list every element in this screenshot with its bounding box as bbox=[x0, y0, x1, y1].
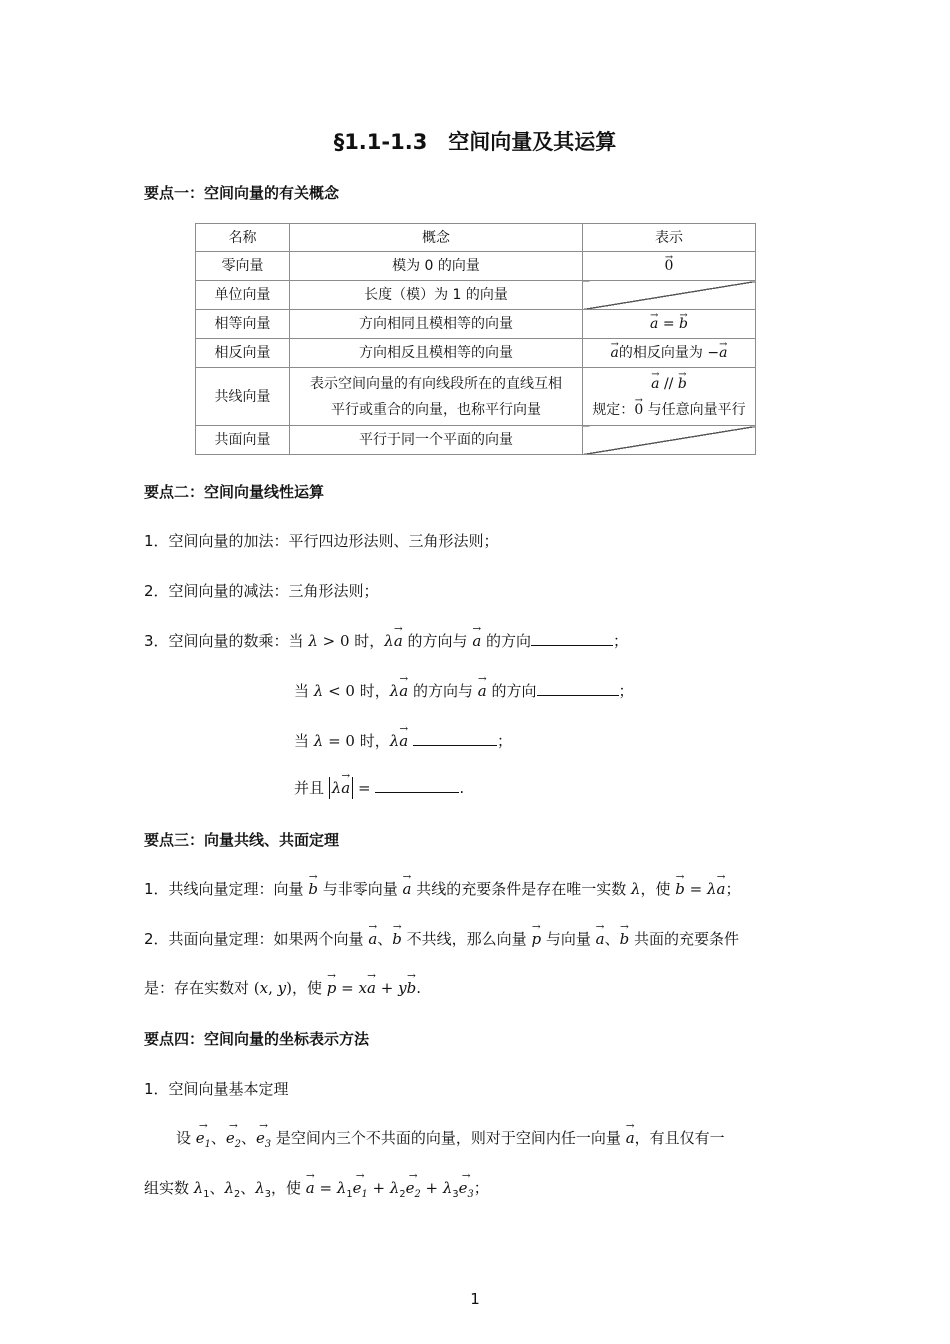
basis-theorem-title: 1．空间向量基本定理 bbox=[144, 1080, 289, 1098]
equal-vector-formula: → a = → b bbox=[650, 316, 688, 332]
row-concept bbox=[290, 368, 583, 426]
header-name: 名称 bbox=[196, 224, 290, 252]
page-title: §1.1-1.3 空间向量及其运算 bbox=[333, 130, 617, 154]
collinear-rule: 规定：→ 0 与任意向量平行 bbox=[583, 397, 755, 423]
row-name: 共线向量 bbox=[196, 368, 290, 426]
section-heading-4: 要点四：空间向量的坐标表示方法 bbox=[144, 1030, 370, 1048]
header-repr: 表示 bbox=[583, 224, 756, 252]
row-concept: 方向相同且模相等的向量 bbox=[290, 310, 583, 339]
row-name: 零向量 bbox=[196, 252, 290, 281]
row-repr bbox=[583, 368, 756, 426]
concept-line: 表示空间向量的有向线段所在的直线互相 bbox=[310, 375, 562, 392]
row-repr bbox=[583, 339, 756, 368]
row-concept: 模为 0 的向量 bbox=[290, 252, 583, 281]
header-concept: 概念 bbox=[290, 224, 583, 252]
addition-rule: 1．空间向量的加法：平行四边形法则、三角形法则； bbox=[144, 532, 499, 550]
basis-theorem-line2: 组实数 $\lambda_1$、$\lambda_2$、$\lambda_3$，使 → $a = \lambda_1\to e_1 + \lambda_2\to e_2 + \lambda_3\to e_3$； bbox=[144, 1177, 489, 1200]
table-header-row bbox=[196, 224, 756, 252]
coplanar-theorem-line2: 是：存在实数对 (x, y)，使 → p = x→ a + y→ b. bbox=[144, 977, 421, 998]
row-name: 单位向量 bbox=[196, 281, 290, 310]
scalar-case-zero: 当 λ = 0 时，λ→ a ； bbox=[294, 730, 512, 751]
row-repr bbox=[583, 310, 756, 339]
scalar-magnitude: 并且 λ→ a = . bbox=[294, 777, 464, 798]
row-name: 相反向量 bbox=[196, 339, 290, 368]
table-row bbox=[196, 281, 756, 310]
coplanar-theorem-line1: 2．共面向量定理：如果两个向量 → a、→ b 不共线，那么向量 → p 与向量 → a、→ b 共面的充要条件 bbox=[144, 928, 739, 949]
opposite-vector-formula: → a的相反向量为 −→ a bbox=[611, 345, 728, 361]
section-heading-3: 要点三：向量共线、共面定理 bbox=[144, 831, 340, 849]
diagonal-empty-cell bbox=[583, 281, 756, 310]
row-concept: 平行于同一个平面的向量 bbox=[290, 426, 583, 455]
row-concept: 方向相反且模相等的向量 bbox=[290, 339, 583, 368]
collinear-theorem: 1．共线向量定理：向量 → b 与非零向量 → a 共线的充要条件是存在唯一实数 λ，使 → b = λ→ a； bbox=[144, 878, 741, 899]
table-row bbox=[196, 368, 756, 426]
table-row bbox=[196, 426, 756, 455]
table-row bbox=[196, 310, 756, 339]
table-row bbox=[196, 252, 756, 281]
section-heading-2: 要点二：空间向量线性运算 bbox=[144, 483, 325, 501]
page-number: 1 bbox=[470, 1290, 480, 1308]
scalar-label: 3．空间向量的数乘： bbox=[144, 632, 289, 650]
concept-table bbox=[195, 223, 756, 455]
table-row bbox=[196, 339, 756, 368]
scalar-case-positive: 3．空间向量的数乘：当 λ > 0 时，λ→ a 的方向与 → a 的方向 ； bbox=[144, 630, 628, 651]
subtraction-rule: 2．空间向量的减法：三角形法则； bbox=[144, 582, 379, 600]
row-name: 共面向量 bbox=[196, 426, 290, 455]
collinear-formula: → a // → b bbox=[583, 371, 755, 397]
diagonal-empty-cell bbox=[583, 426, 756, 455]
concept-line: 平行或重合的向量，也称平行向量 bbox=[331, 401, 541, 418]
scalar-case-negative: 当 λ < 0 时，λ→ a 的方向与 → a 的方向 ； bbox=[294, 680, 634, 701]
row-repr bbox=[583, 252, 756, 281]
section-heading-1: 要点一：空间向量的有关概念 bbox=[144, 184, 340, 202]
row-name: 相等向量 bbox=[196, 310, 290, 339]
zero-vector: → 0 bbox=[665, 257, 674, 275]
basis-theorem-line1: 设 → $e_1$、→ $e_2$、→ $e_3$ 是空间内三个不共面的向量，则对于空间内任一向量 → a，有且仅有一 bbox=[176, 1127, 725, 1150]
row-concept: 长度（模）为 1 的向量 bbox=[290, 281, 583, 310]
